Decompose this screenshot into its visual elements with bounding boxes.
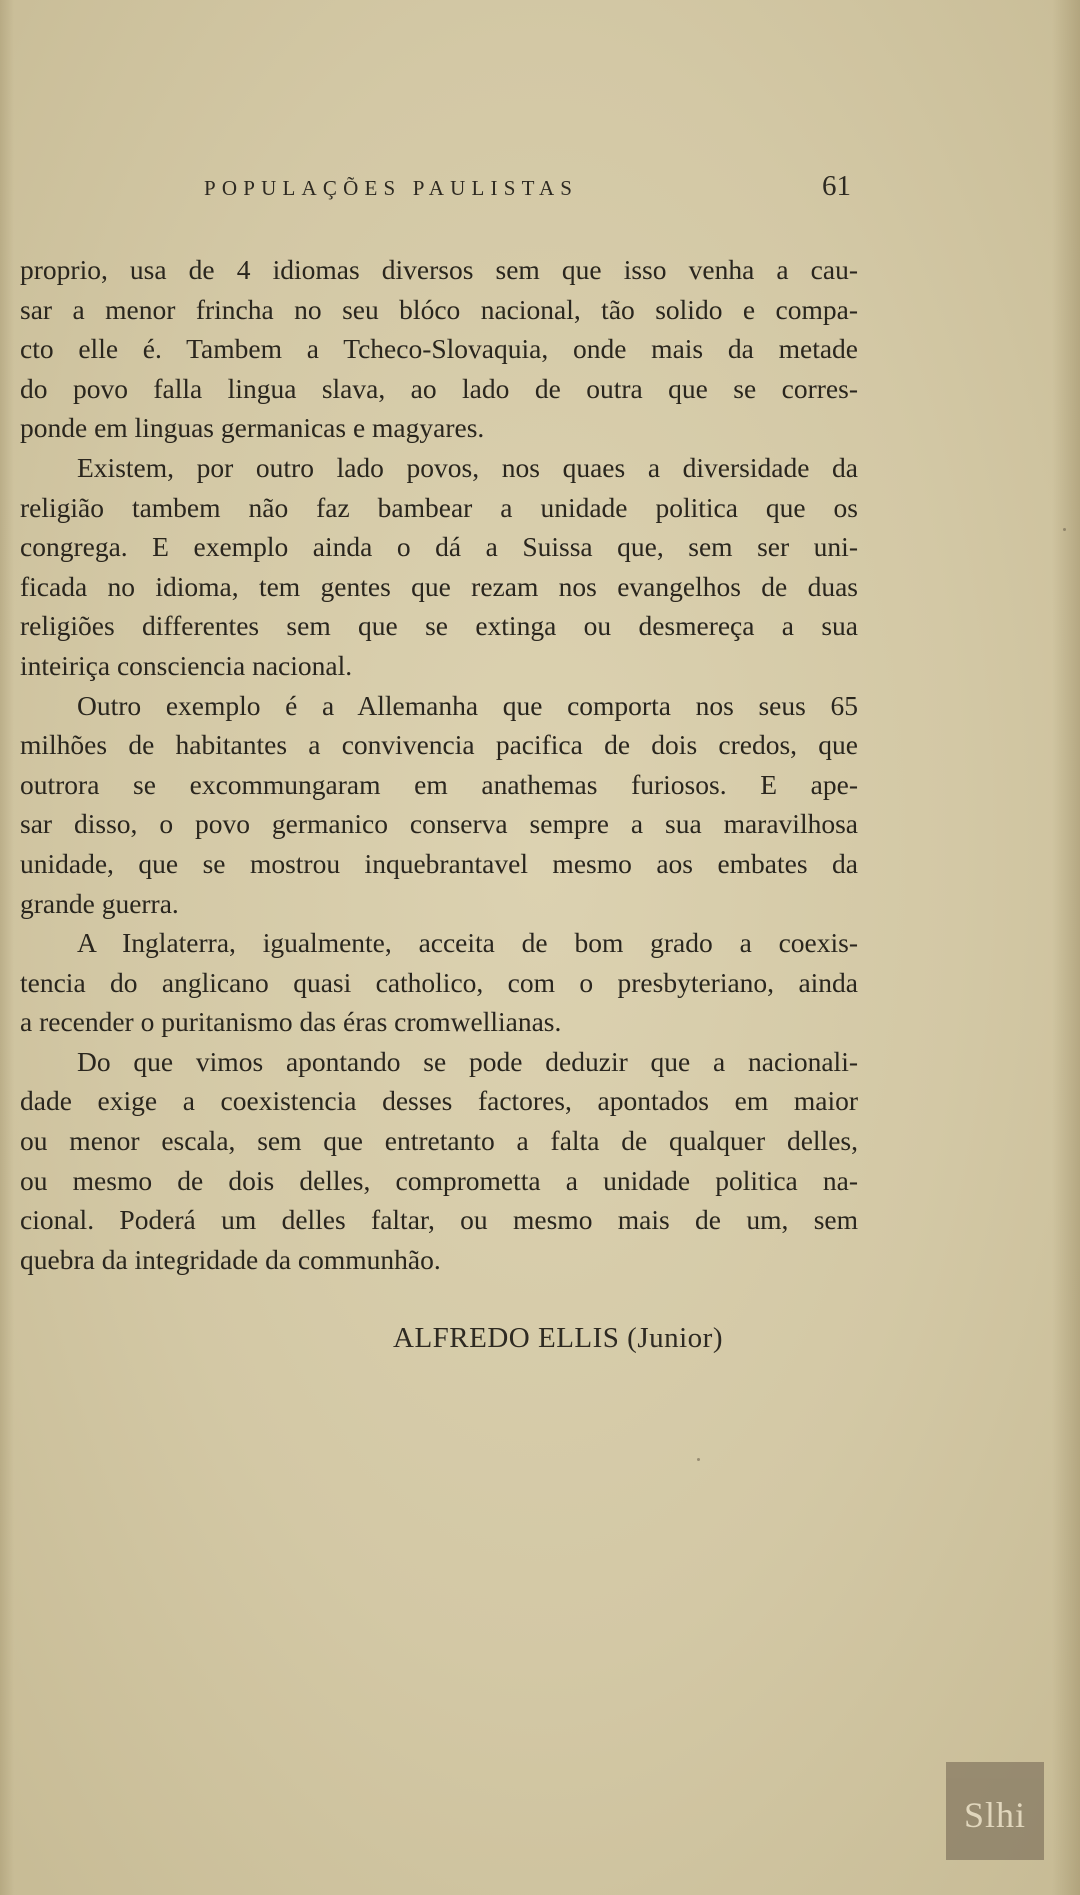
- page-number: 61: [822, 170, 851, 202]
- text-line: grande guerra.: [20, 887, 179, 919]
- text-line: outrora se excommungaram em anathemas furiosos. E ape-: [20, 768, 858, 800]
- author-signature: ALFREDO ELLIS (Junior): [393, 1322, 723, 1354]
- text-line: ponde em linguas germanicas e magyares.: [20, 412, 485, 444]
- text-line: dade exige a coexistencia desses factores, apontados em maior: [20, 1085, 858, 1117]
- text-line: quebra da integridade da communhão.: [20, 1243, 441, 1275]
- library-stamp-logo: [946, 1762, 1044, 1860]
- text-line: congrega. E exemplo ainda o dá a Suissa que, sem ser uni-: [20, 531, 858, 563]
- running-head-title: POPULAÇÕES PAULISTAS: [204, 176, 579, 200]
- text-line: do povo falla lingua slava, ao lado de outra que se corres-: [20, 372, 858, 404]
- text-line: cional. Poderá um delles faltar, ou mesmo mais de um, sem: [20, 1204, 858, 1236]
- text-line: unidade, que se mostrou inquebrantavel mesmo aos embates da: [20, 847, 858, 879]
- page-edge-right: [1052, 0, 1080, 1895]
- paragraph-start-line: Outro exemplo é a Allemanha que comporta nos seus 65: [77, 689, 858, 721]
- paragraph-start-line: Existem, por outro lado povos, nos quaes a diversidade da: [77, 451, 858, 483]
- text-line: religiões differentes sem que se extinga ou desmereça a sua: [20, 610, 858, 642]
- text-line: inteiriça consciencia nacional.: [20, 649, 353, 681]
- paper-fleck: [1063, 528, 1066, 531]
- text-line: ficada no idioma, tem gentes que rezam nos evangelhos de duas: [20, 570, 858, 602]
- text-line: sar a menor frincha no seu blóco nacional, tão solido e compa-: [20, 293, 858, 325]
- text-line: a recender o puritanismo das éras cromwellianas.: [20, 1006, 562, 1038]
- paper-fleck: [697, 1458, 700, 1461]
- page-edge-left: [0, 0, 14, 1895]
- text-line: religião tambem não faz bambear a unidade politica que os: [20, 491, 858, 523]
- text-line: ou mesmo de dois delles, comprometta a unidade politica na-: [20, 1164, 858, 1196]
- text-line: cto elle é. Tambem a Tcheco-Slovaquia, onde mais da metade: [20, 333, 858, 365]
- text-line: milhões de habitantes a convivencia pacifica de dois credos, que: [20, 729, 858, 761]
- text-line: tencia do anglicano quasi catholico, com o presbyteriano, ainda: [20, 966, 858, 998]
- paragraph-start-line: Do que vimos apontando se pode deduzir que a nacionali-: [77, 1045, 858, 1077]
- paragraph-start-line: A Inglaterra, igualmente, acceita de bom grado a coexis-: [77, 927, 858, 959]
- body-text: [20, 250, 858, 1279]
- text-line: ou menor escala, sem que entretanto a falta de qualquer delles,: [20, 1125, 858, 1157]
- text-line: sar disso, o povo germanico conserva sempre a sua maravilhosa: [20, 808, 858, 840]
- library-stamp-text: Slhi: [963, 1795, 1027, 1835]
- text-line: proprio, usa de 4 idiomas diversos sem que isso venha a cau-: [20, 254, 858, 285]
